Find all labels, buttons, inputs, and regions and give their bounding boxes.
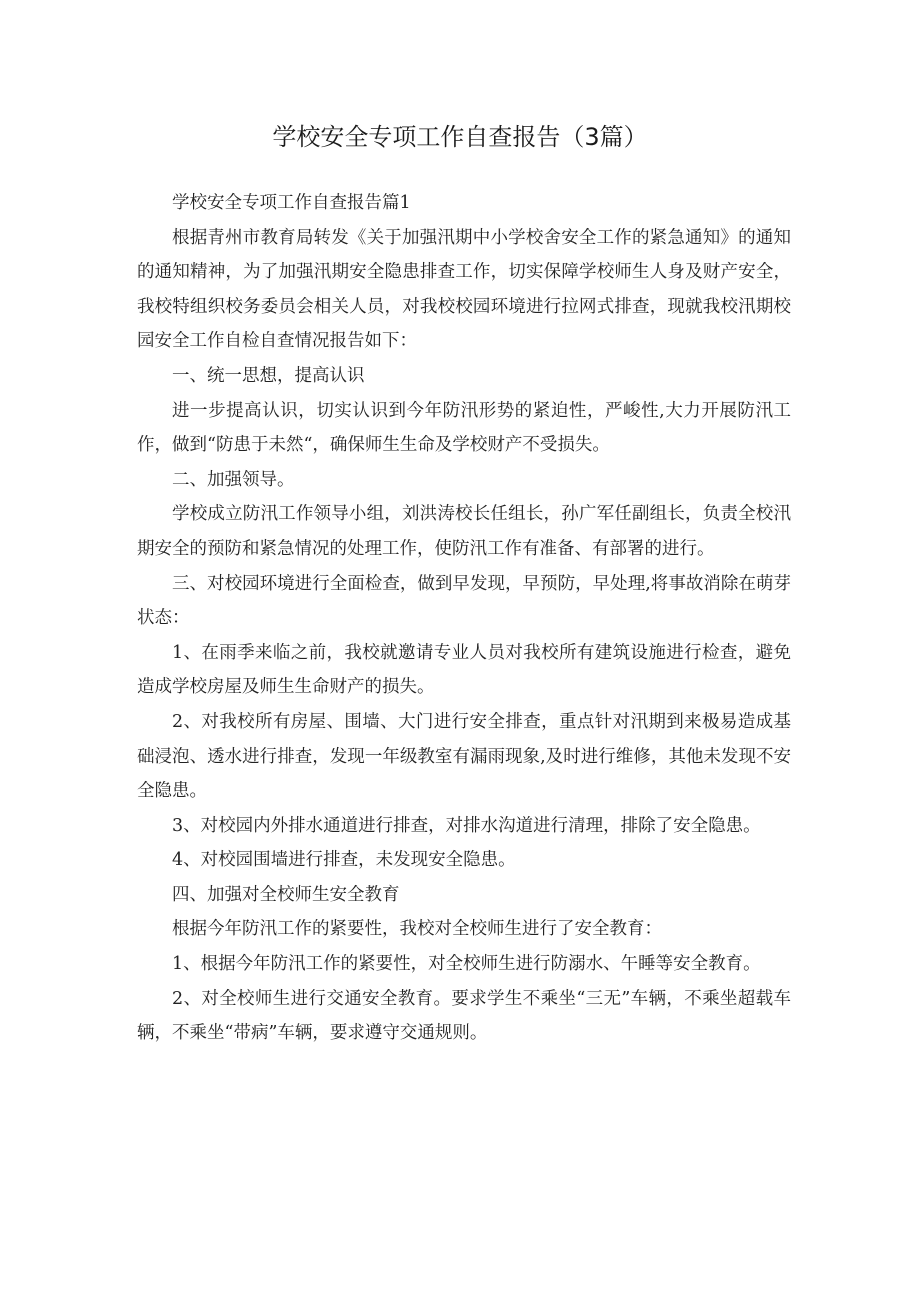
paragraph: 学校成立防汛工作领导小组，刘洪涛校长任组长，孙广军任副组长，负责全校汛期安全的预防和紧急情况的处理工作，使防汛工作有准备、有部署的进行。 [137, 504, 791, 559]
paragraph: 1、在雨季来临之前，我校就邀请专业人员对我校所有建筑设施进行检查，避免造成学校房屋及师生生命财产的损失。 [137, 642, 791, 698]
paragraph-heading: 四、加强对全校师生安全教育 [172, 884, 400, 905]
paragraph-heading: 一、统一思想，提高认识 [172, 365, 365, 386]
document-body [137, 186, 791, 1051]
paragraph-heading: 二、加强领导。 [172, 469, 295, 490]
paragraph: 根据今年防汛工作的紧要性，我校对全校师生进行了安全教育： [172, 919, 662, 940]
paragraph: 3、对校园内外排水通道进行排查，对排水沟道进行清理，排除了安全隐患。 [172, 815, 761, 836]
paragraph: 2、对我校所有房屋、围墙、大门进行安全排查，重点针对汛期到来极易造成基础浸泡、透水进行排查，发现一年级教室有漏雨现象,及时进行维修，其他未发现不安全隐患。 [137, 711, 791, 802]
paragraph: 4、对校园围墙进行排查，未发现安全隐患。 [172, 850, 516, 871]
paragraph-section-heading: 学校安全专项工作自查报告篇1 [172, 193, 411, 213]
page-title: 学校安全专项工作自查报告（3篇） [272, 123, 648, 151]
paragraph-heading: 三、对校园环境进行全面检查，做到早发现，早预防，早处理,将事故消除在萌芽状态： [137, 573, 791, 629]
paragraph: 进一步提高认识，切实认识到今年防汛形势的紧迫性，严峻性,大力开展防汛工作，做到“防患于未然“，确保师生生命及学校财产不受损失。 [137, 400, 791, 456]
paragraph: 根据青州市教育局转发《关于加强汛期中小学校舍安全工作的紧急通知》的通知的通知精神，为了加强汛期安全隐患排查工作，切实保障学校师生人身及财产安全，我校特组织校务委员会相关人员，对我校校园环境进行拉网式排查，现就我校汛期校园安全工作自检自查情况报告如下： [137, 227, 791, 352]
paragraph: 1、根据今年防汛工作的紧要性，对全校师生进行防溺水、午睡等安全教育。 [172, 954, 761, 975]
paragraph: 2、对全校师生进行交通安全教育。要求学生不乘坐“三无”车辆，不乘坐超载车辆，不乘坐“带病”车辆，要求遵守交通规则。 [137, 988, 791, 1044]
